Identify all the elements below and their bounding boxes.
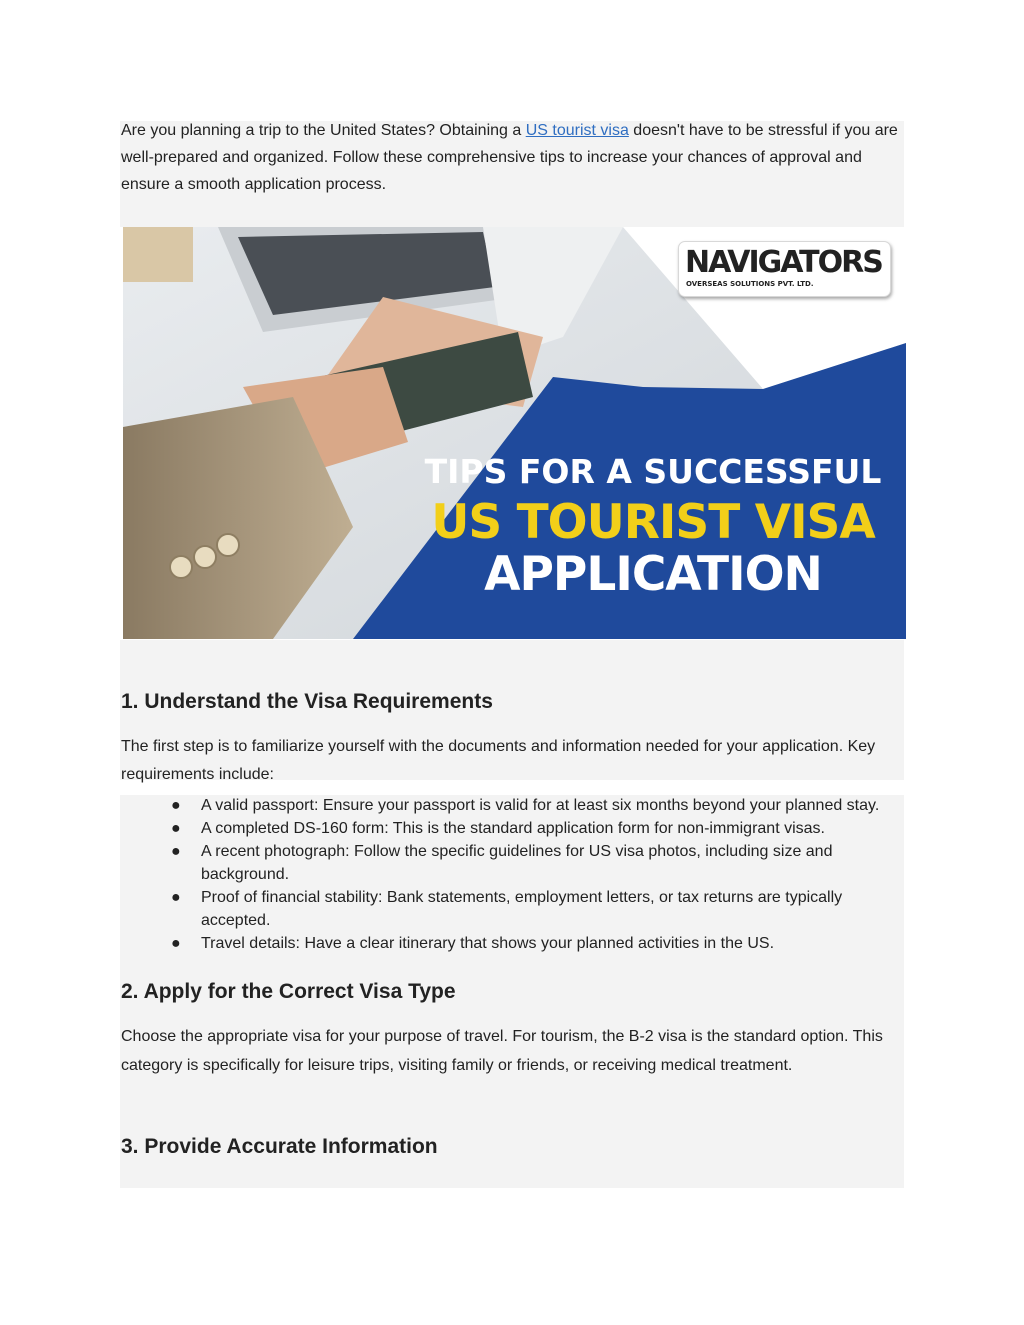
- section-2-heading: 2. Apply for the Correct Visa Type: [121, 980, 456, 1003]
- hero-title-line-1: TIPS FOR A SUCCESSFUL: [424, 452, 882, 491]
- cuff-button-icon: [170, 556, 192, 578]
- logo-name: NAVIGATORS: [685, 245, 882, 280]
- list-item-text: A recent photograph: Follow the specific guidelines for US visa photos, including size and background.: [201, 843, 833, 883]
- section-1-paragraph: The first step is to familiarize yourself with the documents and information needed for your application. Key requirements include:: [121, 738, 876, 783]
- intro-text-after: doesn't have to be stressful if you are well-prepared and organized. Follow these comprehensive tips to increase your chances of approval and ensure a smooth application process.: [121, 122, 898, 193]
- bullet-icon: ●: [171, 843, 181, 860]
- section-1-heading: 1. Understand the Visa Requirements: [121, 690, 493, 713]
- bullet-icon: ●: [171, 820, 181, 837]
- cuff-button-icon: [194, 546, 216, 568]
- hero-title-line-3: APPLICATION: [484, 547, 822, 602]
- list-item: [121, 794, 901, 817]
- list-item-text: A completed DS-160 form: This is the standard application form for non-immigrant visas.: [201, 820, 825, 837]
- bullet-icon: ●: [171, 935, 181, 952]
- intro-paragraph: [121, 117, 901, 198]
- list-item: [121, 932, 901, 955]
- hero-title-line-2: US TOURIST VISA: [431, 495, 875, 550]
- section-2-paragraph: Choose the appropriate visa for your purpose of travel. For tourism, the B-2 visa is the standard option. This category is specifically for leisure trips, visiting family or friends, or receiving medical treatment.: [121, 1028, 883, 1074]
- logo-subtitle: OVERSEAS SOLUTIONS PVT. LTD.: [686, 280, 814, 288]
- requirements-list: [121, 794, 901, 955]
- us-tourist-visa-link[interactable]: US tourist visa: [525, 122, 629, 139]
- list-item: [121, 817, 901, 840]
- list-item-text: Proof of financial stability: Bank statements, employment letters, or tax returns are typically accepted.: [201, 889, 843, 929]
- list-item: [121, 886, 901, 932]
- section-3-heading: 3. Provide Accurate Information: [121, 1135, 438, 1158]
- navigators-logo: [678, 241, 891, 297]
- list-item-text: Travel details: Have a clear itinerary that shows your planned activities in the US.: [201, 935, 775, 952]
- wood-table-edge: [123, 227, 193, 282]
- list-item: [121, 840, 901, 886]
- bullet-icon: ●: [171, 889, 181, 906]
- cuff-button-icon: [217, 534, 239, 556]
- hero-banner-image: [123, 227, 906, 639]
- intro-text-before: Are you planning a trip to the United States? Obtaining a: [121, 122, 526, 139]
- list-item-text: A valid passport: Ensure your passport is valid for at least six months beyond your planned stay.: [201, 797, 880, 814]
- bullet-icon: ●: [171, 797, 181, 814]
